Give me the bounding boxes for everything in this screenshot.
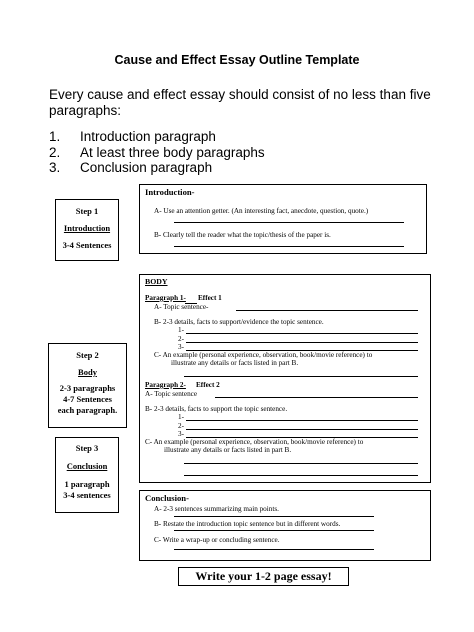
writing-line <box>186 429 418 430</box>
paragraph-list <box>49 129 265 176</box>
detail-number: 1- <box>178 413 184 421</box>
writing-line <box>186 342 418 343</box>
conclusion-heading: Conclusion- <box>145 493 189 503</box>
paragraph-2-item-b: B- 2-3 details, facts to support the topic sentence. <box>145 405 288 413</box>
paragraph-1-item-b: B- 2-3 details, facts to support/evidence the topic sentence. <box>154 318 324 326</box>
list-text: At least three body paragraphs <box>80 144 265 160</box>
list-item <box>49 160 265 176</box>
paragraph-1-item-a: A- Topic sentence- <box>154 303 209 311</box>
list-text: Conclusion paragraph <box>80 160 213 175</box>
conclusion-item-b: B- Restate the introduction topic sentence but in different words. <box>154 520 341 528</box>
paragraph-1-item-c-cont: illustrate any details or facts listed in part B. <box>171 359 299 367</box>
step-3-name: Conclusion <box>66 461 108 471</box>
writing-line <box>215 397 418 398</box>
writing-line <box>184 463 418 464</box>
step-2-box <box>48 343 127 428</box>
step-1-title: Step 1 <box>75 206 99 216</box>
paragraph-2-item-c-cont: illustrate any details or facts listed in part B. <box>164 446 292 454</box>
list-item <box>49 145 265 161</box>
conclusion-item-a: A- 2-3 sentences summarizing main points. <box>154 505 279 513</box>
body-heading: BODY <box>145 277 168 286</box>
paragraph-2-label: Paragraph 2- <box>145 381 186 389</box>
intro-paragraph: Every cause and effect essay should consist of no less than five paragraphs: <box>49 87 431 118</box>
list-number: 2. <box>49 144 61 160</box>
step-3-detail: 3-4 sentences <box>63 490 111 500</box>
step-1-name: Introduction <box>63 223 111 233</box>
list-number: 1. <box>49 129 61 144</box>
writing-line <box>186 333 418 334</box>
step-3-box <box>55 437 119 513</box>
paragraph-1-item-c: C- An example (personal experience, observation, book/movie reference) to <box>154 351 373 359</box>
list-item <box>49 129 265 145</box>
writing-line <box>184 376 418 377</box>
paragraph-1-label: Paragraph 1- <box>145 294 186 302</box>
final-instruction-box <box>178 567 349 586</box>
step-1-detail: 3-4 Sentences <box>62 240 112 250</box>
list-number: 3. <box>49 160 61 175</box>
writing-line <box>174 246 404 247</box>
step-2-detail: each paragraph. <box>57 405 118 415</box>
step-2-name: Body <box>78 367 97 377</box>
paragraph-2-effect: Effect 2 <box>196 381 220 389</box>
introduction-heading: Introduction- <box>145 187 195 197</box>
introduction-item-b: B- Clearly tell the reader what the topic/thesis of the paper is. <box>154 231 331 239</box>
step-2-title: Step 2 <box>76 350 99 360</box>
writing-line <box>236 310 418 311</box>
writing-line <box>174 549 374 550</box>
step-1-box <box>55 199 119 261</box>
detail-number: 1- <box>178 326 184 334</box>
detail-number: 2- <box>178 335 184 343</box>
final-instruction: Write your 1-2 page essay! <box>195 569 332 583</box>
paragraph-2-item-c: C- An example (personal experience, observation, book/movie reference) to <box>145 438 364 446</box>
list-text: Introduction paragraph <box>80 129 216 144</box>
step-2-detail: 4-7 Sentences <box>63 394 112 404</box>
step-3-title: Step 3 <box>75 443 99 453</box>
writing-line <box>174 222 404 223</box>
writing-line <box>174 530 374 531</box>
writing-line <box>174 516 374 517</box>
detail-number: 3- <box>178 343 184 351</box>
writing-line <box>186 420 418 421</box>
step-2-detail: 2-3 paragraphs <box>59 383 116 393</box>
detail-number: 3- <box>178 430 184 438</box>
detail-number: 2- <box>178 422 184 430</box>
writing-line <box>184 475 418 476</box>
paragraph-2-item-a: A- Topic sentence <box>145 390 198 398</box>
conclusion-item-c: C- Write a wrap-up or concluding sentence. <box>154 536 280 544</box>
introduction-item-a: A- Use an attention getter. (An interesting fact, anecdote, question, quote.) <box>154 207 369 215</box>
step-3-detail: 1 paragraph <box>64 479 110 489</box>
paragraph-1-effect: Effect 1 <box>198 294 222 302</box>
page-title: Cause and Effect Essay Outline Template <box>114 53 360 67</box>
